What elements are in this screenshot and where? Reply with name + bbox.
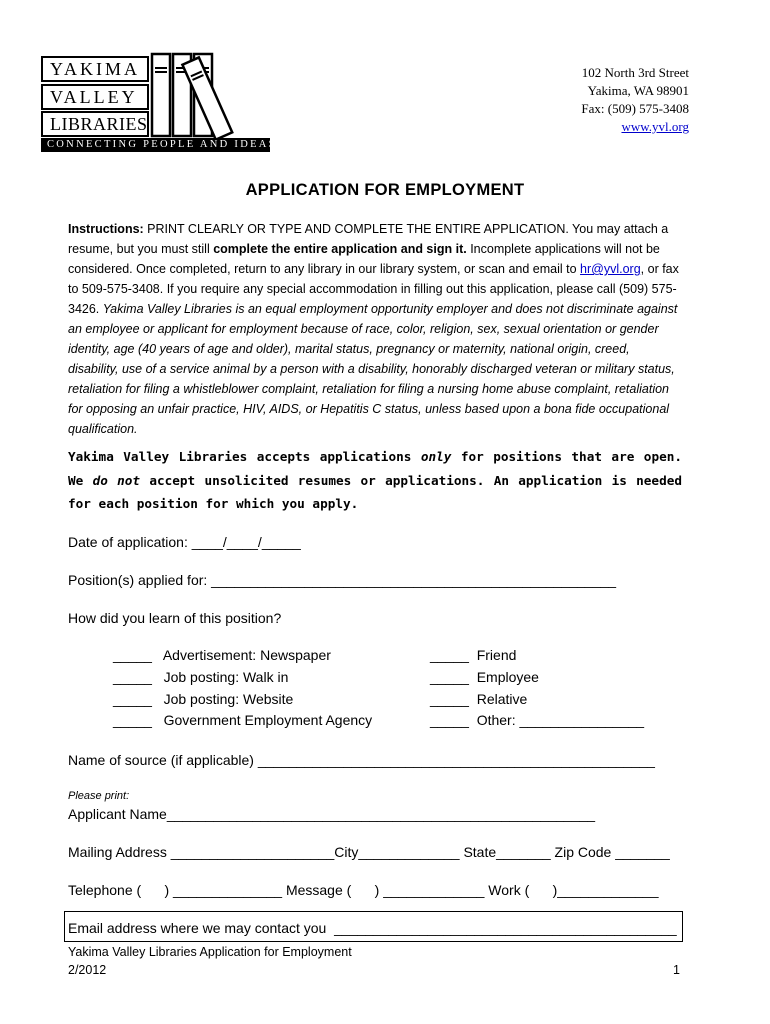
mailing-address-field[interactable]: Mailing Address _____________________City_____________ State_______ Zip Code _______ (68, 844, 670, 860)
email-address-field[interactable]: Email address where we may contact you ____________________________________________ (68, 920, 677, 936)
option-other[interactable]: _____ Other: ________________ (430, 712, 645, 728)
date-of-application-field[interactable]: Date of application: ____/____/_____ (68, 534, 301, 550)
address-city: Yakima, WA 98901 (587, 83, 689, 98)
page-number: 1 (673, 963, 680, 977)
address-website[interactable] (621, 118, 689, 136)
instructions-label: Instructions: (68, 222, 144, 236)
hr-email-link[interactable]: hr@yvl.org (580, 262, 641, 276)
option-relative[interactable]: _____ Relative (430, 691, 528, 707)
logo-libraries: LIBRARIES (41, 111, 149, 137)
address-street: 102 North 3rd Street (581, 65, 689, 80)
position-applied-field[interactable]: Position(s) applied for: ____________________________________________________ (68, 572, 617, 588)
option-website[interactable]: _____ Job posting: Website (113, 691, 294, 707)
source-name-field[interactable]: Name of source (if applicable) ___________________________________________________ (68, 752, 655, 768)
footer-title: Yakima Valley Libraries Application for Employment (68, 945, 352, 959)
applications-notice: Yakima Valley Libraries accepts applications only for positions that are open. We do not accept unsolicited resumes or applications. An application is needed for each position for which you apply. (68, 449, 682, 511)
page-title: APPLICATION FOR EMPLOYMENT (245, 181, 525, 199)
logo-tagline: CONNECTING PEOPLE AND IDEAS (41, 138, 270, 152)
option-walk-in[interactable]: _____ Job posting: Walk in (113, 669, 289, 685)
option-newspaper[interactable]: _____ Advertisement: Newspaper (113, 647, 331, 663)
option-employee[interactable]: _____ Employee (430, 669, 539, 685)
eeo-statement: Yakima Valley Libraries is an equal employment opportunity employer and does not discriminate against an employee or applicant for employment because of race, color, religion, sex, sexual orientation or gender identity, age (40 years of age and older), marital status, pregnancy or maternity, national origin, creed, disability, use of a service animal by a person with a disability, honorably discharged veteran or military status, retaliation for filing a whistleblower complaint, retaliation for filing a nursing home abuse complaint, retaliation for opposing an unfair practice, HIV, AIDS, or Hepatitis C status, unless based upon a bona fide occupational qualification. (68, 302, 678, 436)
option-government-agency[interactable]: _____ Government Employment Agency (113, 712, 373, 728)
books-icon (150, 52, 272, 138)
telephone-field[interactable]: Telephone ( ) ______________ Message ( ) _____________ Work ( )_____________ (68, 882, 659, 898)
address-fax: Fax: (509) 575-3408 (581, 101, 689, 116)
applicant-name-field[interactable]: Applicant Name_______________________________________________________ (68, 806, 596, 822)
logo-valley: VALLEY (41, 84, 149, 110)
how-learned-question: How did you learn of this position? (68, 610, 282, 626)
logo-yakima: YAKIMA (41, 56, 149, 82)
instructions-paragraph: Instructions: PRINT CLEARLY OR TYPE AND COMPLETE THE ENTIRE APPLICATION. You may attach a resume, but you must still complete the entire application and sign it. Incomplete applications will not be considered. Once completed, return to any library in our library system, or scan and email to hr@yvl.org, or fax to 509-575-3408. If you require any special accommodation in filling out this application, please call (509) 575-3426. Yakima Valley Libraries is an equal employment opportunity employer and does not discriminate against an employee or applicant for employment because of race, color, religion, sex, sexual orientation or gender identity, age (40 years of age and older), marital status, pregnancy or maternity, national origin, creed, disability, use of a service animal by a person with a disability, honorably discharged veteran or military status, retaliation for filing a whistleblower complaint, retaliation for filing a nursing home abuse complaint, retaliation for opposing an unfair practice, HIV, AIDS, or Hepatitis C status, unless based upon a bona fide occupational qualification. (68, 222, 679, 436)
please-print-note: Please print: (68, 790, 130, 802)
option-friend[interactable]: _____ Friend (430, 647, 517, 663)
footer-date: 2/2012 (68, 963, 107, 977)
website-link[interactable]: www.yvl.org (621, 119, 689, 134)
